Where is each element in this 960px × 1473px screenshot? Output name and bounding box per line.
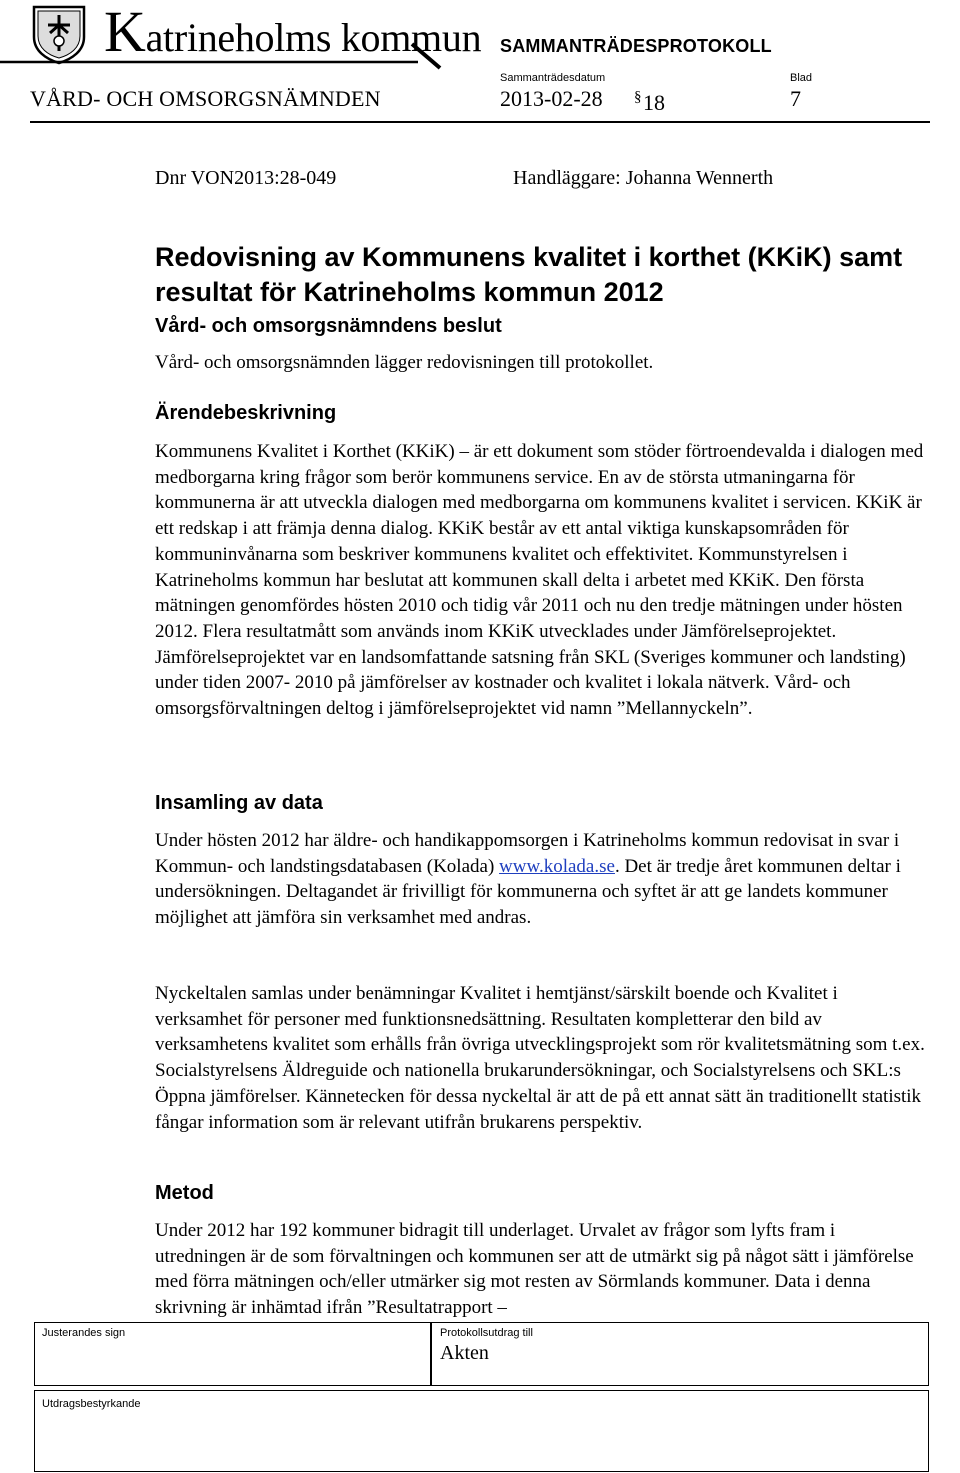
- paragraph-sign: §: [634, 89, 642, 105]
- data-collection-text-start: Under hösten 2012 har äldre- och handikappomsorgen i Katrineholms kommun redovisat in svar i Kommun- och landstingsdatabasen (Kolada): [155, 830, 900, 877]
- case-description-text: Kommunens Kvalitet i Korthet (KKiK) – är ett dokument som stöder förtroendevalda i dialogen med medborgarna kring frågor som berör kommunens service. En av de största utmaningarna för kommunerna är att utveckla dialogen med medborgarna om kommunens kvalitet i servicen. KKiK är ett redskap i att främja denna dialog. KKiK består av ett antal viktiga kunskapsområden för kommuninvånarna som beskriver kommunens kvalitet och effektivitet. Kommunstyrelsen i Katrineholms kommun har beslutat att kommunen skall delta i arbetet med KKiK. Den första mätningen genomfördes hösten 2010 och tidig vår 2011 och nu den tredje mätningen under hösten 2012. Flera resultatmått som används inom KKiK utvecklades under Jämförelseprojektet. Jämförelseprojektet var en landsomfattande satsning från SKL (Sveriges kommuner och landsting) under tiden 2007- 2010 på jämförelser av kostnader och kvalitet i lokala nätverk. Vård- och omsorgsförvaltningen deltog i jämförelseprojektet vid namn ”Mellannyckeln”.: [155, 441, 924, 720]
- key-figures-text: Nyckeltalen samlas under benämningar Kvalitet i hemtjänst/särskilt boende och Kvalitet i verksamhet för personer med funktionsnedsättning. Resultaten kompletterar den bild av verksamhetens kvalitet som erhålls från övriga utvecklingsprojekt som rör kvalitetsmätning som t.ex. Socialstyrelsens Äldreguide och nationella brukarundersökningar, och Socialstyrelsens och SKL:s Öppna jämförelser. Kännetecken för dessa nyckeltal är att de på ett annat sätt än traditionellt statistik fångar information som är relevant utifrån brukarens perspektiv.: [155, 983, 925, 1133]
- data-collection-heading: Insamling av data: [155, 792, 323, 814]
- certification-box: [34, 1390, 929, 1472]
- header-divider: [30, 121, 930, 123]
- adjusters-signature-label: Justerandes sign: [42, 1327, 126, 1339]
- signature-box-divider: [430, 1322, 432, 1386]
- kolada-link[interactable]: www.kolada.se: [499, 855, 615, 877]
- data-collection-text: [155, 828, 925, 931]
- decision-text: Vård- och omsorgsnämnden lägger redovisningen till protokollet.: [155, 352, 654, 373]
- case-description-heading: Ärendebeskrivning: [155, 402, 337, 424]
- data-collection-text-end: . Det är tredje året kommunen deltar i undersökningen. Deltagandet är frivilligt för kommunerna och syftet är att ge landets kommuner möjlighet att jämföra sin verksamhet med andras.: [155, 855, 901, 929]
- organization-logo-text: Katrineholms kommun: [104, 0, 482, 64]
- protocol-extract-recipient: Akten: [440, 1342, 489, 1364]
- extract-certification-label: Utdragsbestyrkande: [42, 1398, 141, 1410]
- case-officer: Handläggare: Johanna Wennerth: [513, 167, 774, 189]
- logo-underline-decoration: [0, 0, 960, 80]
- date-label: Sammanträdesdatum: [500, 72, 606, 84]
- decision-heading: Vård- och omsorgsnämndens beslut: [155, 315, 502, 337]
- method-heading: Metod: [155, 1182, 214, 1204]
- diary-number: Dnr VON2013:28-049: [155, 167, 337, 189]
- document-type: SAMMANTRÄDESPROTOKOLL: [500, 36, 772, 56]
- paragraph-number: 18: [643, 90, 665, 115]
- page-title: Redovisning av Kommunens kvalitet i korthet (KKiK) samt resultat för Katrineholms kommun 2012: [155, 242, 903, 307]
- method-text: Under 2012 har 192 kommuner bidragit till underlaget. Urvalet av frågor som lyfts fram i utredningen är de som förvaltningen och kommunen ser att de utmärkt sig på något sätt i jämförelse med förra mätningen och/eller utmärker sig mot resten av Sörmlands kommuner. Data i denna skrivning är inhämtad ifrån ”Resultatrapport –: [155, 1220, 914, 1319]
- board-name: VÅRD- OCH OMSORGSNÄMNDEN: [30, 86, 381, 111]
- meeting-date: 2013-02-28: [500, 86, 603, 111]
- protocol-extract-label: Protokollsutdrag till: [440, 1327, 533, 1339]
- page-number: 7: [790, 86, 801, 111]
- page-label: Blad: [790, 72, 813, 84]
